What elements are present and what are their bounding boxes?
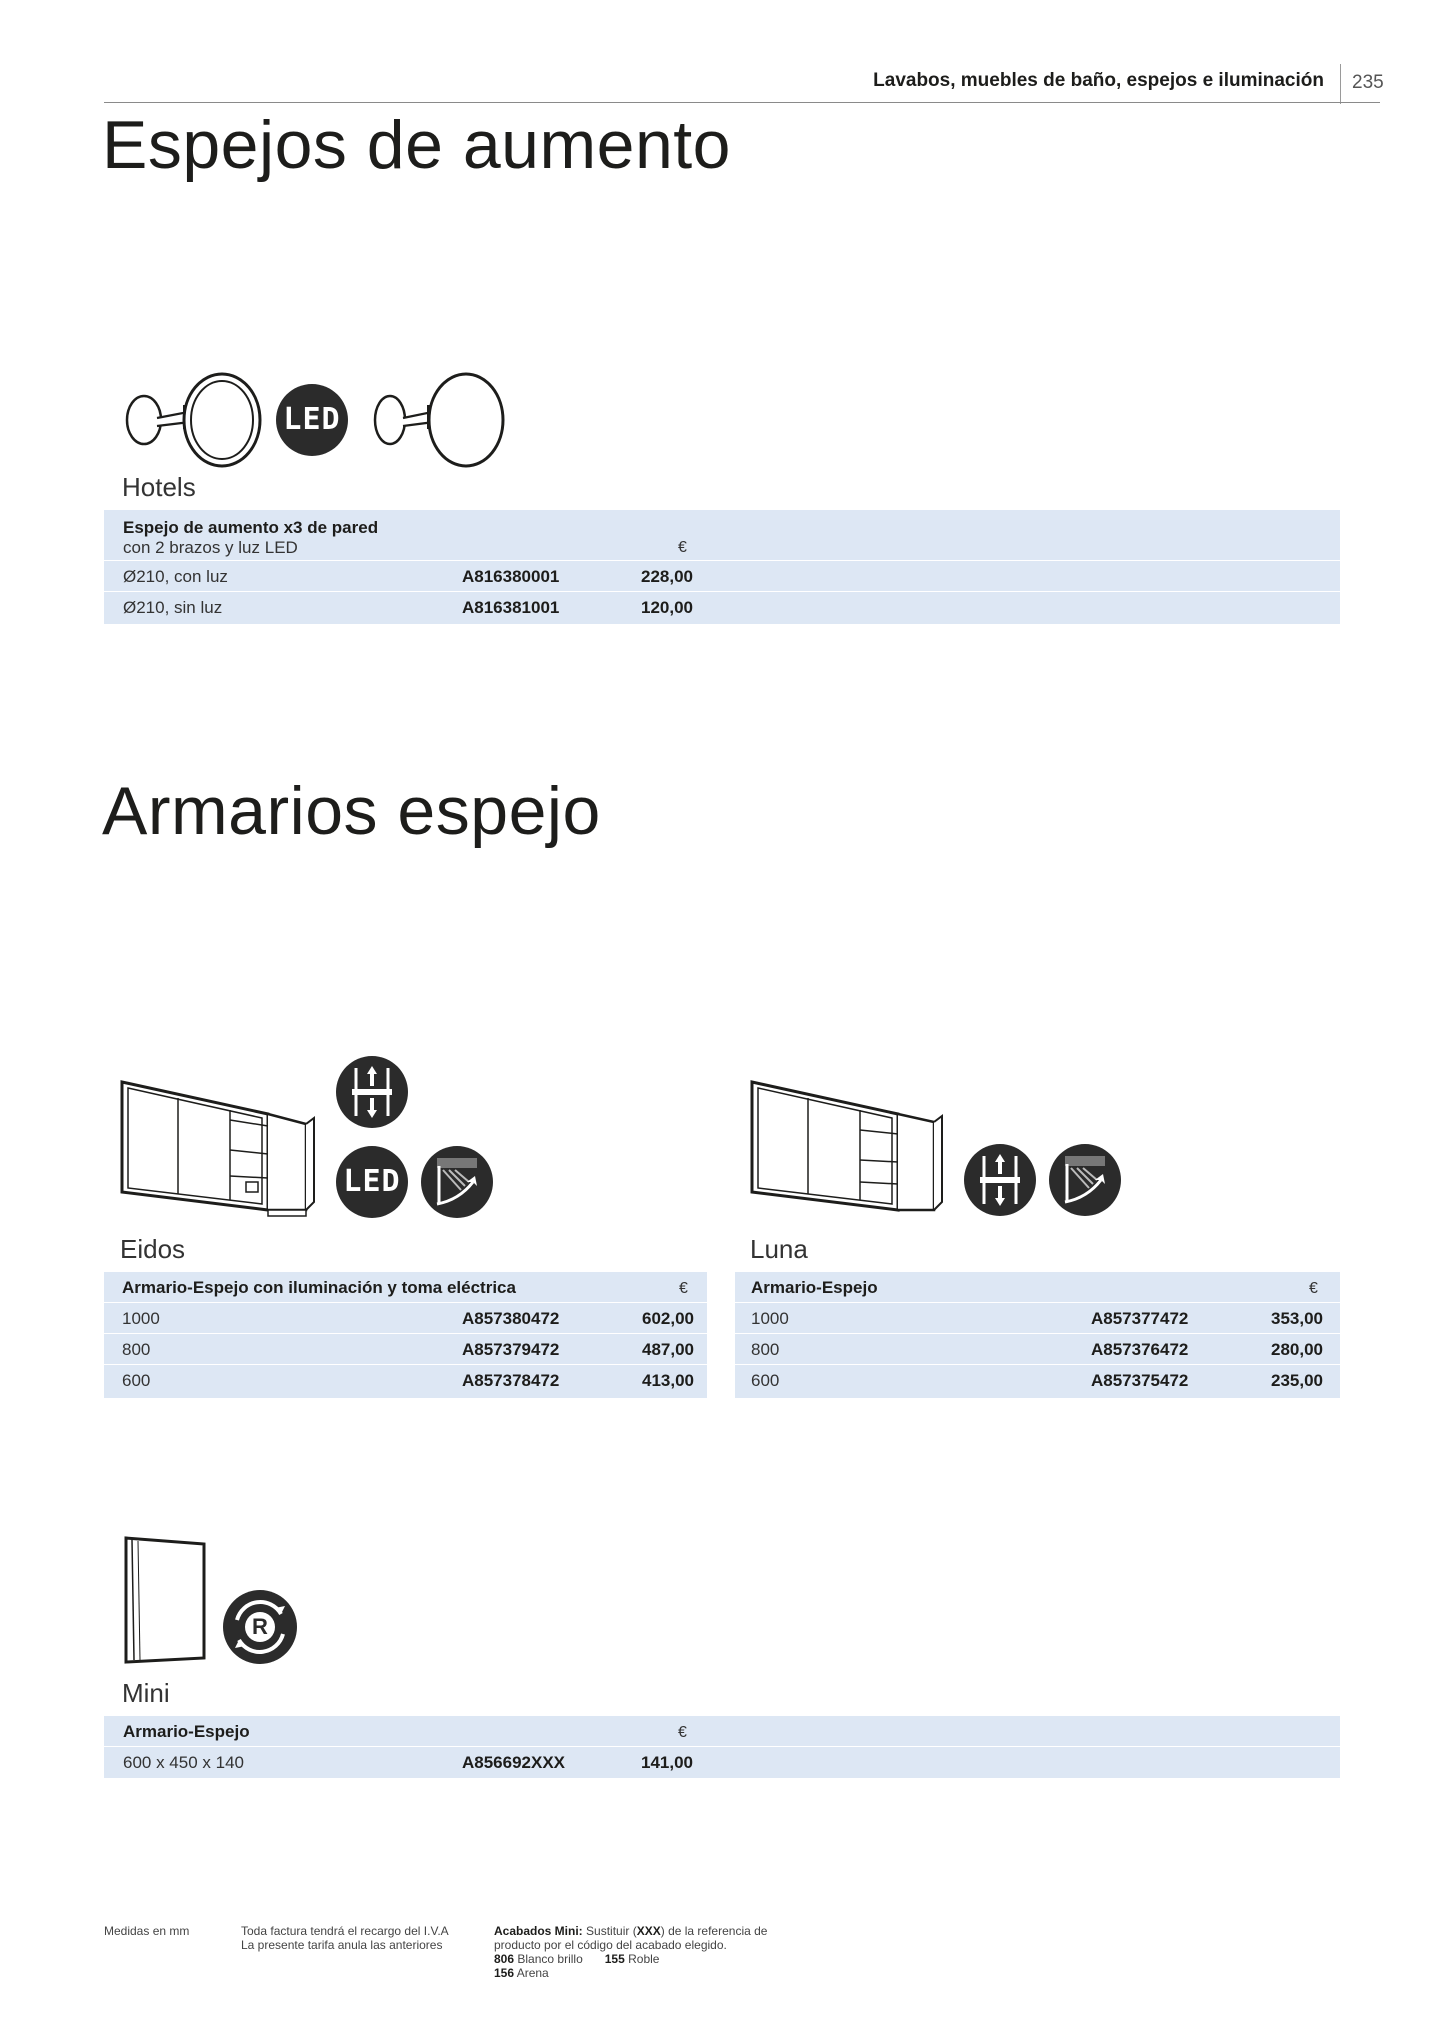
row-label: 800 <box>122 1340 151 1359</box>
footer-tax-line-2: La presente tarifa anula las anteriores <box>241 1938 443 1952</box>
eidos-desc-title: Armario-Espejo con iluminación y toma eléctrica <box>122 1278 516 1297</box>
row-label: 600 <box>751 1371 780 1390</box>
finish-156-name: Arena <box>516 1966 549 1980</box>
finish-code: XXX <box>636 1924 661 1938</box>
row-reference: A816380001 <box>462 567 560 586</box>
mini-price-table <box>104 1716 1340 1778</box>
eidos-price-table <box>104 1272 707 1398</box>
row-reference: A857378472 <box>462 1371 560 1390</box>
finish-label: Acabados Mini: <box>494 1924 583 1938</box>
led-icon: LED <box>336 1146 408 1218</box>
table-row <box>735 1333 1340 1364</box>
finish-155-code: 155 <box>604 1952 625 1966</box>
hotels-desc-title: Espejo de aumento x3 de pared <box>123 518 379 537</box>
hotels-currency: € <box>678 539 687 556</box>
light-sensor-icon <box>1049 1144 1121 1216</box>
row-reference: A857380472 <box>462 1309 560 1328</box>
row-price: 141,00 <box>641 1753 693 1772</box>
product-name-luna: Luna <box>750 1234 808 1264</box>
row-price: 120,00 <box>641 598 693 617</box>
row-label: Ø210, sin luz <box>123 598 223 617</box>
table-row <box>735 1302 1340 1333</box>
section-title-magnifying-mirrors: Espejos de aumento <box>102 107 731 183</box>
finish-806-code: 806 <box>494 1952 515 1966</box>
finish-806-name: Blanco brillo <box>517 1952 583 1966</box>
table-row <box>104 1364 707 1397</box>
luna-price-table <box>735 1272 1340 1398</box>
hotels-mirror-with-light-illustration <box>122 368 262 468</box>
mini-currency: € <box>678 1724 687 1741</box>
header-section-title: Lavabos, muebles de baño, espejos e iluminación <box>873 70 1324 91</box>
height-adjustable-icon <box>336 1056 408 1128</box>
hotels-mirror-without-light-illustration <box>370 368 510 468</box>
hotels-desc-subtitle: con 2 brazos y luz LED <box>123 538 298 557</box>
mini-cabinet-illustration <box>122 1534 212 1664</box>
footer-finish-line-3 <box>494 1952 814 1966</box>
finish-156-code: 156 <box>494 1966 515 1980</box>
product-name-eidos: Eidos <box>120 1234 186 1264</box>
row-price: 602,00 <box>642 1309 694 1328</box>
row-price: 487,00 <box>642 1340 694 1359</box>
section-title-mirror-cabinets: Armarios espejo <box>102 773 601 849</box>
table-row <box>104 591 1340 623</box>
led-icon: LED <box>276 384 348 456</box>
finish-text-a: Sustituir ( <box>586 1924 637 1938</box>
table-row <box>104 1302 707 1333</box>
table-row <box>104 1746 1340 1777</box>
header-separator <box>1340 64 1341 104</box>
height-adjustable-icon <box>964 1144 1036 1216</box>
row-label: 600 x 450 x 140 <box>123 1753 244 1772</box>
footer-finish-line-2: producto por el código del acabado elegido. <box>494 1938 727 1952</box>
row-reference: A856692XXX <box>462 1753 566 1772</box>
row-label: 600 <box>122 1371 151 1390</box>
recyclable-icon-letter: R <box>252 1614 268 1639</box>
table-row <box>104 1333 707 1364</box>
mini-desc-title: Armario-Espejo <box>123 1722 250 1741</box>
finish-text-b: ) de la referencia de <box>660 1924 768 1938</box>
product-name-mini: Mini <box>122 1678 170 1708</box>
row-price: 228,00 <box>641 567 693 586</box>
row-reference: A857377472 <box>1091 1309 1189 1328</box>
luna-desc-title: Armario-Espejo <box>751 1278 878 1297</box>
table-row <box>104 560 1340 591</box>
row-label: 1000 <box>751 1309 789 1328</box>
page-number: 235 <box>1352 72 1384 93</box>
row-label: 800 <box>751 1340 780 1359</box>
row-price: 353,00 <box>1271 1309 1323 1328</box>
footer-tax-line-1: Toda factura tendrá el recargo del I.V.A <box>241 1924 449 1938</box>
light-sensor-icon <box>421 1146 493 1218</box>
luna-currency: € <box>1309 1280 1318 1297</box>
table-row <box>735 1364 1340 1397</box>
footer-tax-notes <box>241 1924 449 1952</box>
footer-units: Medidas en mm <box>104 1924 190 1938</box>
row-price: 280,00 <box>1271 1340 1323 1359</box>
luna-cabinet-illustration <box>748 1078 948 1218</box>
footer-finish-line-1 <box>494 1924 814 1938</box>
eidos-currency: € <box>679 1280 688 1297</box>
row-reference: A816381001 <box>462 598 560 617</box>
product-name-hotels: Hotels <box>122 472 196 502</box>
hotels-price-table <box>104 510 1340 624</box>
row-label: Ø210, con luz <box>123 567 228 586</box>
row-reference: A857376472 <box>1091 1340 1189 1359</box>
row-price: 413,00 <box>642 1371 694 1390</box>
finish-155-name: Roble <box>628 1952 660 1966</box>
row-reference: A857379472 <box>462 1340 560 1359</box>
row-label: 1000 <box>122 1309 160 1328</box>
eidos-cabinet-illustration <box>118 1078 318 1218</box>
footer-finish-line-4 <box>494 1966 814 1980</box>
row-price: 235,00 <box>1271 1371 1323 1390</box>
footer-finishes <box>494 1924 814 1980</box>
row-reference: A857375472 <box>1091 1371 1189 1390</box>
header-rule <box>104 102 1380 103</box>
